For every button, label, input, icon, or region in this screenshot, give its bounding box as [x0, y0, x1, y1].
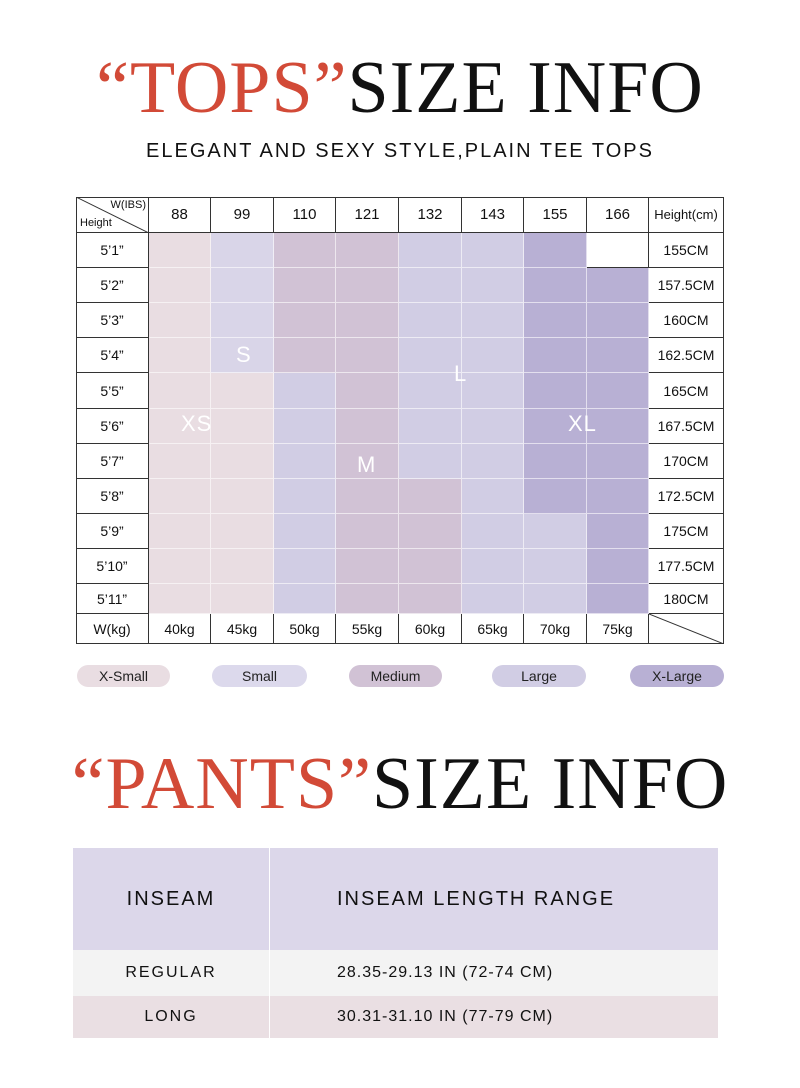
- corner-cell: [76, 197, 149, 233]
- weight-lbs-header: 166: [587, 197, 649, 233]
- height-ft-label: 5’4”: [76, 338, 149, 373]
- size-zone-cell: [462, 338, 524, 373]
- weight-kg-label: 55kg: [336, 614, 399, 644]
- size-zone-cell: [524, 584, 587, 614]
- weight-lbs-header: 155: [524, 197, 587, 233]
- size-zone-cell: [336, 268, 399, 303]
- weight-lbs-header: 132: [399, 197, 462, 233]
- height-cm-label: 172.5CM: [649, 479, 724, 514]
- size-zone-cell: [149, 514, 211, 549]
- size-zone-cell: [336, 409, 399, 444]
- height-cm-label: 160CM: [649, 303, 724, 338]
- size-zone-cell: [587, 444, 649, 479]
- pants-row-regular: [73, 950, 718, 996]
- size-zone-cell: [211, 233, 274, 268]
- pants-cell-range: 30.31-31.10 IN (77-79 CM): [337, 1008, 554, 1025]
- size-zone-cell: [462, 303, 524, 338]
- height-cm-label: 162.5CM: [649, 338, 724, 373]
- height-ft-label: 5’7”: [76, 444, 149, 479]
- height-ft-label: 5’11”: [76, 584, 149, 614]
- size-zone-cell: [274, 233, 336, 268]
- size-zone-cell: [149, 549, 211, 584]
- size-zone-cell: [587, 268, 649, 303]
- tops-size-title: [0, 46, 800, 131]
- size-zone-cell: [524, 338, 587, 373]
- weight-kg-label: 75kg: [587, 614, 649, 644]
- size-zone-cell: [399, 479, 462, 514]
- size-zone-cell: [399, 514, 462, 549]
- size-zone-cell: [336, 514, 399, 549]
- height-ft-label: 5’3”: [76, 303, 149, 338]
- size-zone-cell: [149, 303, 211, 338]
- zone-label-xs: XS: [181, 411, 213, 436]
- size-zone-cell: [274, 444, 336, 479]
- size-zone-cell: [462, 444, 524, 479]
- height-cm-header: Height(cm): [649, 197, 724, 233]
- height-cm-label: 167.5CM: [649, 409, 724, 444]
- pants-cell-range: 28.35-29.13 IN (72-74 CM): [337, 964, 554, 981]
- weight-lbs-header: 110: [274, 197, 336, 233]
- height-cm-label: 180CM: [649, 584, 724, 614]
- weight-kg-label: 40kg: [149, 614, 211, 644]
- weight-lbs-header: 143: [462, 197, 524, 233]
- size-zone-cell: [587, 549, 649, 584]
- pants-cell-label: INSEAM: [126, 887, 216, 910]
- size-zone-cell: [336, 584, 399, 614]
- height-cm-label: 170CM: [649, 444, 724, 479]
- height-ft-label: 5’8”: [76, 479, 149, 514]
- pants-cell-range: INSEAM LENGTH RANGE: [337, 887, 616, 910]
- height-cm-label: 157.5CM: [649, 268, 724, 303]
- size-zone-cell: [462, 373, 524, 409]
- tops-subtitle: ELEGANT AND SEXY STYLE,PLAIN TEE TOPS: [146, 140, 654, 162]
- size-zone-cell: [399, 268, 462, 303]
- size-zone-cell: [462, 233, 524, 268]
- tops-title-accent: “TOPS”: [96, 47, 348, 129]
- legend-pill: Small: [212, 665, 307, 687]
- size-zone-cell: [587, 479, 649, 514]
- size-zone-cell: [274, 514, 336, 549]
- weight-kg-label: 45kg: [211, 614, 274, 644]
- size-zone-cell: [211, 514, 274, 549]
- size-zone-cell: [336, 338, 399, 373]
- zone-label-m: M: [357, 452, 377, 477]
- zone-label-l: L: [454, 361, 468, 386]
- size-zone-cell: [274, 303, 336, 338]
- size-zone-cell: [274, 479, 336, 514]
- size-zone-cell: [211, 303, 274, 338]
- size-zone-cell: [274, 409, 336, 444]
- size-zone-cell: [149, 338, 211, 373]
- size-zone-cell: [274, 268, 336, 303]
- pants-column-divider: [269, 848, 270, 1038]
- size-zone-cell: [524, 514, 587, 549]
- size-zone-cell: [399, 338, 462, 373]
- weight-kg-label: 50kg: [274, 614, 336, 644]
- size-zone-cell: [149, 584, 211, 614]
- kg-corner-diagonal-line: [649, 614, 724, 644]
- size-zone-cell: [211, 584, 274, 614]
- size-zone-cell: [524, 373, 587, 409]
- size-zone-cell: [336, 303, 399, 338]
- size-zone-cell: [587, 373, 649, 409]
- height-ft-label: 5’5”: [76, 373, 149, 409]
- tops-size-table: [76, 197, 724, 644]
- size-zone-cell: [524, 268, 587, 303]
- legend-pill: Medium: [349, 665, 442, 687]
- weight-kg-label: 65kg: [462, 614, 524, 644]
- size-zone-cell: [399, 233, 462, 268]
- size-zone-cell: [462, 268, 524, 303]
- size-zone-cell: [274, 549, 336, 584]
- height-ft-label: 5’1”: [76, 233, 149, 268]
- corner-weight-label: W(IBS): [110, 199, 146, 211]
- height-cm-label: 175CM: [649, 514, 724, 549]
- weight-kg-label: 70kg: [524, 614, 587, 644]
- size-zone-cell: [462, 584, 524, 614]
- size-zone-cell: [524, 479, 587, 514]
- size-zone-cell: [399, 409, 462, 444]
- weight-kg-label: 60kg: [399, 614, 462, 644]
- size-zone-cell: [211, 268, 274, 303]
- size-zone-cell: [462, 514, 524, 549]
- kg-corner-cell: [649, 614, 724, 644]
- size-zone-cell: [149, 479, 211, 514]
- size-zone-cell: [336, 373, 399, 409]
- pants-cell-label: REGULAR: [125, 964, 217, 981]
- pants-cell-label: LONG: [144, 1008, 198, 1025]
- size-zone-cell: [149, 268, 211, 303]
- height-ft-label: 5’6”: [76, 409, 149, 444]
- pants-title-accent: “PANTS”: [71, 743, 372, 825]
- height-ft-label: 5’2”: [76, 268, 149, 303]
- corner-height-label: Height: [80, 217, 112, 229]
- height-ft-label: 5’10”: [76, 549, 149, 584]
- size-zone-cell: [462, 549, 524, 584]
- pants-size-table: [73, 848, 718, 1038]
- size-zone-cell: [587, 233, 649, 268]
- size-zone-cell: [211, 479, 274, 514]
- weight-kg-header: W(kg): [76, 614, 149, 644]
- legend-pill: X-Large: [630, 665, 724, 687]
- tops-title-plain: SIZE INFO: [347, 47, 704, 129]
- size-zone-cell: [399, 373, 462, 409]
- kg-corner-diagonal: [649, 614, 724, 644]
- size-zone-cell: [149, 444, 211, 479]
- size-zone-cell: [211, 409, 274, 444]
- size-zone-cell: [149, 373, 211, 409]
- height-cm-label: 165CM: [649, 373, 724, 409]
- pants-size-title: [0, 742, 800, 827]
- size-zone-cell: [211, 549, 274, 584]
- legend-pill: Large: [492, 665, 586, 687]
- size-zone-cell: [274, 373, 336, 409]
- size-zone-cell: [524, 303, 587, 338]
- weight-lbs-header: 99: [211, 197, 274, 233]
- size-zone-cell: [399, 584, 462, 614]
- height-cm-label: 155CM: [649, 233, 724, 268]
- height-ft-label: 5’9”: [76, 514, 149, 549]
- size-zone-cell: [274, 584, 336, 614]
- legend-pill: X-Small: [77, 665, 170, 687]
- size-zone-cell: [462, 479, 524, 514]
- size-zone-cell: [211, 373, 274, 409]
- height-cm-label: 177.5CM: [649, 549, 724, 584]
- pants-title-plain: SIZE INFO: [371, 743, 729, 825]
- weight-lbs-header: 121: [336, 197, 399, 233]
- weight-lbs-header: 88: [149, 197, 211, 233]
- size-zone-cell: [399, 303, 462, 338]
- size-zone-cell: [524, 444, 587, 479]
- pants-row-long: [73, 996, 718, 1038]
- size-zone-cell: [462, 409, 524, 444]
- zone-label-xl: XL: [568, 411, 597, 436]
- size-zone-cell: [149, 233, 211, 268]
- size-zone-cell: [399, 444, 462, 479]
- size-zone-cell: [399, 549, 462, 584]
- size-zone-cell: [587, 584, 649, 614]
- size-zone-cell: [336, 549, 399, 584]
- size-zone-cell: [524, 233, 587, 268]
- zone-label-s: S: [236, 342, 252, 367]
- size-zone-cell: [211, 444, 274, 479]
- size-zone-cell: [524, 549, 587, 584]
- size-zone-cell: [587, 338, 649, 373]
- size-zone-cell: [587, 514, 649, 549]
- size-zone-cell: [274, 338, 336, 373]
- size-zone-cell: [336, 479, 399, 514]
- size-zone-cell: [336, 233, 399, 268]
- size-zone-cell: [587, 303, 649, 338]
- pants-header-row: [73, 848, 718, 950]
